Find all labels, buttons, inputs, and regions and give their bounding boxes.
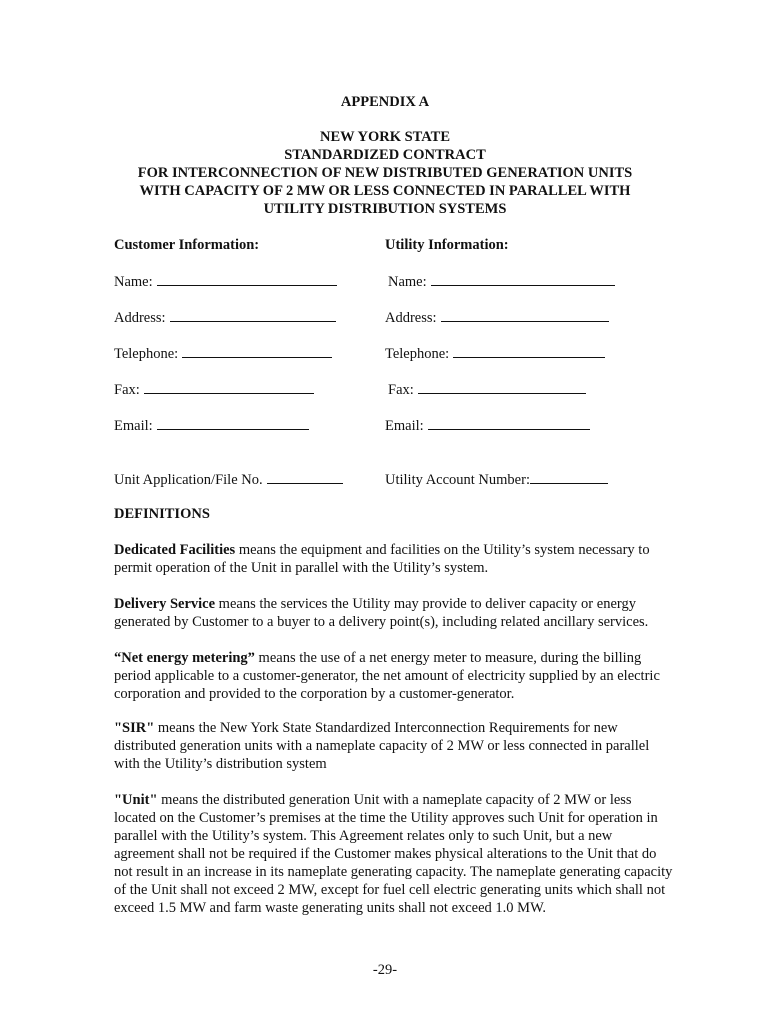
title-line-5: UTILITY DISTRIBUTION SYSTEMS (263, 201, 507, 217)
utility-fax-label: Fax: (388, 382, 414, 398)
title-line-3: FOR INTERCONNECTION OF NEW DISTRIBUTED GENERATION UNITS (137, 165, 633, 181)
customer-file-no-label: Unit Application/File No. (114, 472, 263, 488)
customer-email-label: Email: (114, 418, 153, 434)
page-number: -29- (372, 962, 398, 978)
utility-info-heading: Utility Information: (385, 237, 509, 253)
utility-name-label: Name: (388, 274, 427, 290)
title-line-4: WITH CAPACITY OF 2 MW OR LESS CONNECTED IN PARALLEL WITH (139, 183, 631, 199)
definition-text: means the services the Utility may provide to deliver capacity or energy generated by Customer to a buyer to a delivery point(s), including related ancillary services. (114, 596, 649, 630)
utility-account-field[interactable] (385, 470, 608, 489)
customer-name-blank[interactable] (157, 272, 337, 286)
customer-fax-label: Fax: (114, 382, 140, 398)
definition-text: means the equipment and facilities on the Utility’s system necessary to permit operation of the Unit in parallel with the Utility’s system. (114, 542, 650, 576)
appendix-heading: APPENDIX A (340, 94, 430, 110)
definition-text: means the distributed generation Unit with a nameplate capacity of 2 MW or less located on the Customer’s premises at the time the Utility approves such Unit for operation in parallel with the Utility’s system. This Agreement relates only to such Unit, but a new agreement shall not be required if the Customer makes physical alterations to the Unit that do not result in an increase in its nameplate generating capacity. The nameplate generating capacity of the Unit shall not exceed 2 MW, except for fuel cell electric generating units which shall not exceed 1.5 MW and farm waste generating units shall not exceed 1.0 MW. (114, 792, 673, 916)
customer-address-field[interactable] (114, 308, 336, 327)
definition-term: "SIR" (114, 720, 155, 736)
customer-email-blank[interactable] (157, 416, 309, 430)
customer-telephone-blank[interactable] (182, 344, 332, 358)
title-line-2: STANDARDIZED CONTRACT (284, 147, 486, 163)
definition-term: "Unit" (114, 792, 158, 808)
definition-dedicated-facilities (114, 541, 674, 577)
utility-address-blank[interactable] (441, 308, 609, 322)
definition-term: “Net energy metering” (114, 650, 255, 666)
definition-delivery-service (114, 595, 674, 631)
title-line-1: NEW YORK STATE (320, 129, 450, 145)
definition-term: Delivery Service (114, 596, 216, 612)
definition-sir (114, 719, 674, 773)
customer-file-no-blank[interactable] (267, 470, 343, 484)
utility-name-field[interactable] (388, 272, 615, 291)
customer-info-heading: Customer Information: (114, 237, 260, 253)
customer-telephone-field[interactable] (114, 344, 332, 363)
utility-telephone-label: Telephone: (385, 346, 450, 362)
utility-account-blank[interactable] (530, 470, 608, 484)
utility-fax-field[interactable] (388, 380, 586, 399)
utility-address-field[interactable] (385, 308, 609, 327)
definition-term: Dedicated Facilities (114, 542, 236, 558)
definition-text: means the use of a net energy meter to measure, during the billing period applicable to a customer-generator, the net amount of electricity supplied by an electric corporation and provided to the corporation by a customer-generator. (114, 650, 660, 702)
utility-name-blank[interactable] (431, 272, 615, 286)
customer-file-no-field[interactable] (114, 470, 343, 489)
customer-email-field[interactable] (114, 416, 309, 435)
utility-email-blank[interactable] (428, 416, 590, 430)
customer-fax-blank[interactable] (144, 380, 314, 394)
customer-name-field[interactable] (114, 272, 337, 291)
definition-net-energy-metering (114, 649, 674, 703)
definitions-heading: DEFINITIONS (114, 506, 210, 522)
utility-telephone-blank[interactable] (453, 344, 605, 358)
definition-unit (114, 791, 674, 917)
utility-telephone-field[interactable] (385, 344, 605, 363)
utility-address-label: Address: (385, 310, 437, 326)
customer-telephone-label: Telephone: (114, 346, 179, 362)
utility-email-label: Email: (385, 418, 424, 434)
utility-fax-blank[interactable] (418, 380, 586, 394)
customer-fax-field[interactable] (114, 380, 314, 399)
utility-email-field[interactable] (385, 416, 590, 435)
customer-address-blank[interactable] (170, 308, 336, 322)
definition-text: means the New York State Standardized Interconnection Requirements for new distributed generation units with a nameplate capacity of 2 MW or less connected in parallel with the Utility’s distribution system (114, 720, 650, 772)
customer-name-label: Name: (114, 274, 153, 290)
utility-account-label: Utility Account Number: (385, 472, 530, 488)
customer-address-label: Address: (114, 310, 166, 326)
